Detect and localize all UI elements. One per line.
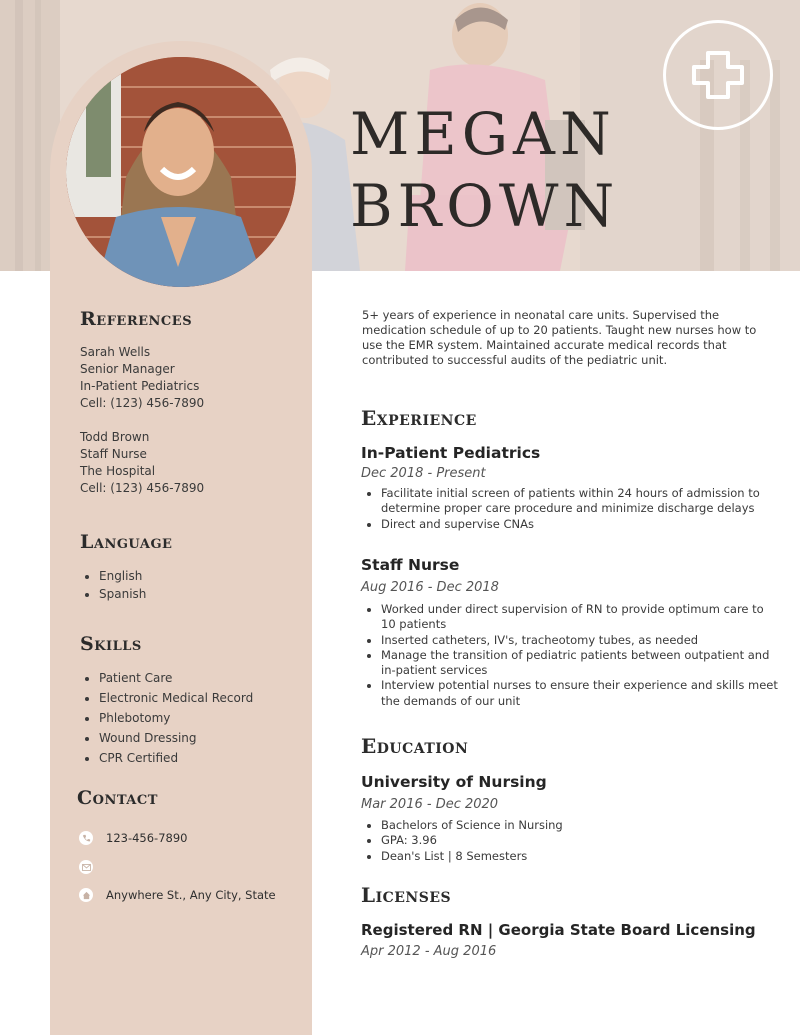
contact-address xyxy=(79,888,276,902)
language-heading: Language xyxy=(80,531,173,553)
job-bullets xyxy=(362,486,781,532)
reference-phone: Cell: (123) 456-7890 xyxy=(80,481,205,495)
job-title: Staff Nurse xyxy=(361,556,460,574)
contact-address-text: Anywhere St., Any City, State xyxy=(106,888,276,902)
list-item: • Worked under direct supervision of RN to provide optimum care to 10 patients xyxy=(381,602,781,633)
list-item: • Wound Dressing xyxy=(99,728,253,748)
list-item: • Patient Care xyxy=(99,668,253,688)
reference-title: Staff Nurse xyxy=(80,447,147,461)
reference-1 xyxy=(80,344,204,412)
school-name: University of Nursing xyxy=(361,773,547,791)
contact-email xyxy=(79,860,106,874)
list-item: • Direct and supervise CNAs xyxy=(381,517,781,532)
list-item: • Inserted catheters, IV's, tracheotomy tubes, as needed xyxy=(381,633,781,648)
job-title: In-Patient Pediatrics xyxy=(361,444,541,462)
list-item: • Dean's List | 8 Semesters xyxy=(381,849,781,864)
list-item: • Electronic Medical Record xyxy=(99,688,253,708)
first-name: MEGAN xyxy=(350,100,616,168)
reference-phone: Cell: (123) 456-7890 xyxy=(80,396,205,410)
education-bullets xyxy=(362,818,781,864)
reference-org: The Hospital xyxy=(80,464,156,478)
list-item: • Manage the transition of pediatric patients between outpatient and in-patient services xyxy=(381,648,781,679)
license-dates: Apr 2012 - Aug 2016 xyxy=(361,944,497,959)
language-list xyxy=(80,567,146,603)
contact-phone xyxy=(79,831,187,845)
reference-org: In-Patient Pediatrics xyxy=(80,379,200,393)
licenses-heading: Licenses xyxy=(361,883,452,907)
home-icon xyxy=(79,888,93,902)
profile-summary: 5+ years of experience in neonatal care units. Supervised the medication schedule of up to 20 patients. Taught new nurses how to use the EMR system. Maintained accurate medical records that contributed to successful audits of the pediatric unit. xyxy=(362,308,757,367)
phone-icon xyxy=(79,831,93,845)
list-item: • Spanish xyxy=(99,585,146,603)
education-heading: Education xyxy=(361,734,469,758)
list-item: • Phlebotomy xyxy=(99,708,253,728)
reference-name: Todd Brown xyxy=(80,430,150,444)
contact-heading: Contact xyxy=(77,787,158,809)
list-item: • Interview potential nurses to ensure their experience and skills meet the demands of our unit xyxy=(381,678,781,709)
last-name: BROWN xyxy=(350,172,620,240)
candidate-name xyxy=(350,98,770,242)
list-item: • CPR Certified xyxy=(99,748,253,768)
profile-photo xyxy=(66,57,296,287)
reference-title: Senior Manager xyxy=(80,362,175,376)
profile-photo-illustration xyxy=(66,57,296,287)
skills-list xyxy=(80,668,253,768)
license-title: Registered RN | Georgia State Board Licensing xyxy=(361,921,756,939)
list-item: • Facilitate initial screen of patients within 24 hours of admission to determine proper care procedure and minimize discharge delays xyxy=(381,486,781,517)
list-item: • Bachelors of Science in Nursing xyxy=(381,818,781,833)
job-bullets xyxy=(362,602,781,709)
email-icon xyxy=(79,860,93,874)
references-heading: References xyxy=(80,308,193,330)
job-dates: Aug 2016 - Dec 2018 xyxy=(361,580,499,595)
job-dates: Dec 2018 - Present xyxy=(361,466,486,481)
experience-heading: Experience xyxy=(361,406,477,430)
reference-2 xyxy=(80,429,204,497)
list-item: • English xyxy=(99,567,146,585)
skills-heading: Skills xyxy=(80,633,142,655)
contact-phone-text: 123-456-7890 xyxy=(106,831,188,845)
education-dates: Mar 2016 - Dec 2020 xyxy=(361,797,499,812)
reference-name: Sarah Wells xyxy=(80,345,151,359)
list-item: • GPA: 3.96 xyxy=(381,833,781,848)
